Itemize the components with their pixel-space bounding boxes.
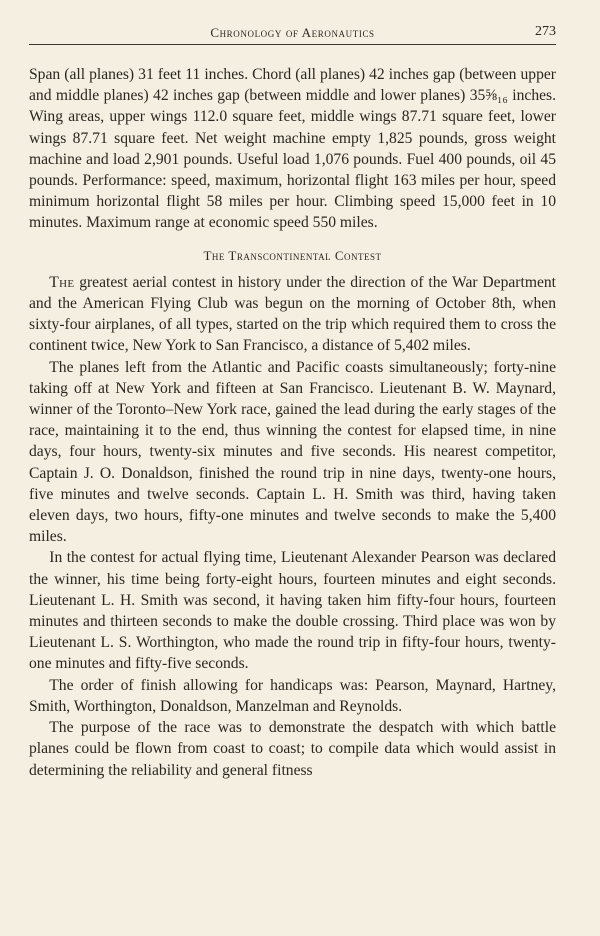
section-heading: The Transcontinental Contest — [203, 247, 382, 263]
page-header — [29, 22, 556, 45]
paragraph-handicap-order: The order of finish allowing for handicaps was: Pearson, Maynard, Hartney, Smith, Worthington, Donaldson, Manzelman and Reynolds. — [29, 676, 556, 715]
page-body — [29, 64, 556, 781]
paragraph-race-purpose: The purpose of the race was to demonstrate the despatch with which battle planes could be flown from coast to coast; to compile data which would assist in determining the reliability and general fitness — [29, 719, 556, 779]
page-number: 273 — [535, 24, 556, 39]
paragraph-flying-time: In the contest for actual flying time, Lieutenant Alexander Pearson was declared the winner, his time being forty-eight hours, fourteen minutes and eight seconds. Lieutenant L. H. Smith was second, it having taken him fifty-four hours, fourteen minutes and thirteen seconds to make the double crossing. Third place was won by Lieutenant L. S. Worthington, who made the round trip in fifty-four hours, twenty-one minutes and fifty-five seconds. — [29, 549, 556, 673]
lead-word: The — [49, 273, 75, 291]
specifications-paragraph: Span (all planes) 31 feet 11 inches. Chord (all planes) 42 inches gap (between upper and middle planes) 42 inches gap (between middle and lower planes) 35⅝₁₆ inches. Wing areas, upper wings 112.0 square feet, middle wings 87.71 square feet, lower wings 87.71 square feet. Net weight machine empty 1,825 pounds, gross weight machine and load 2,901 pounds. Useful load 1,076 pounds. Fuel 400 pounds, oil 45 pounds. Performance: speed, maximum, horizontal flight 163 miles per hour, speed minimum horizontal flight 58 miles per hour. Climbing speed 15,000 feet in 10 minutes. Maximum range at economic speed 550 miles. — [29, 66, 556, 232]
running-title: Chronology of Aeronautics — [210, 25, 375, 40]
paragraph-contest-start — [29, 272, 556, 357]
paragraph-elapsed-time: The planes left from the Atlantic and Pacific coasts simultaneously; forty-nine taking off at New York and fifteen at San Francisco. Lieutenant B. W. Maynard, winner of the Toronto–New York race, gained the lead during the early stages of the race, maintaining it to the end, thus winning the contest for elapsed time, in nine days, four hours, twenty-six minutes and five seconds. His nearest competitor, Captain J. O. Donaldson, finished the round trip in nine days, twenty-one hours, five minutes and twelve seconds. Captain L. H. Smith was third, having taken eleven days, two hours, fifty-one minutes and twelve seconds to make the 5,400 miles. — [29, 358, 556, 546]
paragraph-text: greatest aerial contest in history under the direction of the War Department and the American Flying Club was begun on the morning of October 8th, when sixty-four airplanes, of all types, started on the trip which required them to cross the continent twice, New York to San Francisco, a distance of 5,402 miles. — [29, 273, 556, 355]
